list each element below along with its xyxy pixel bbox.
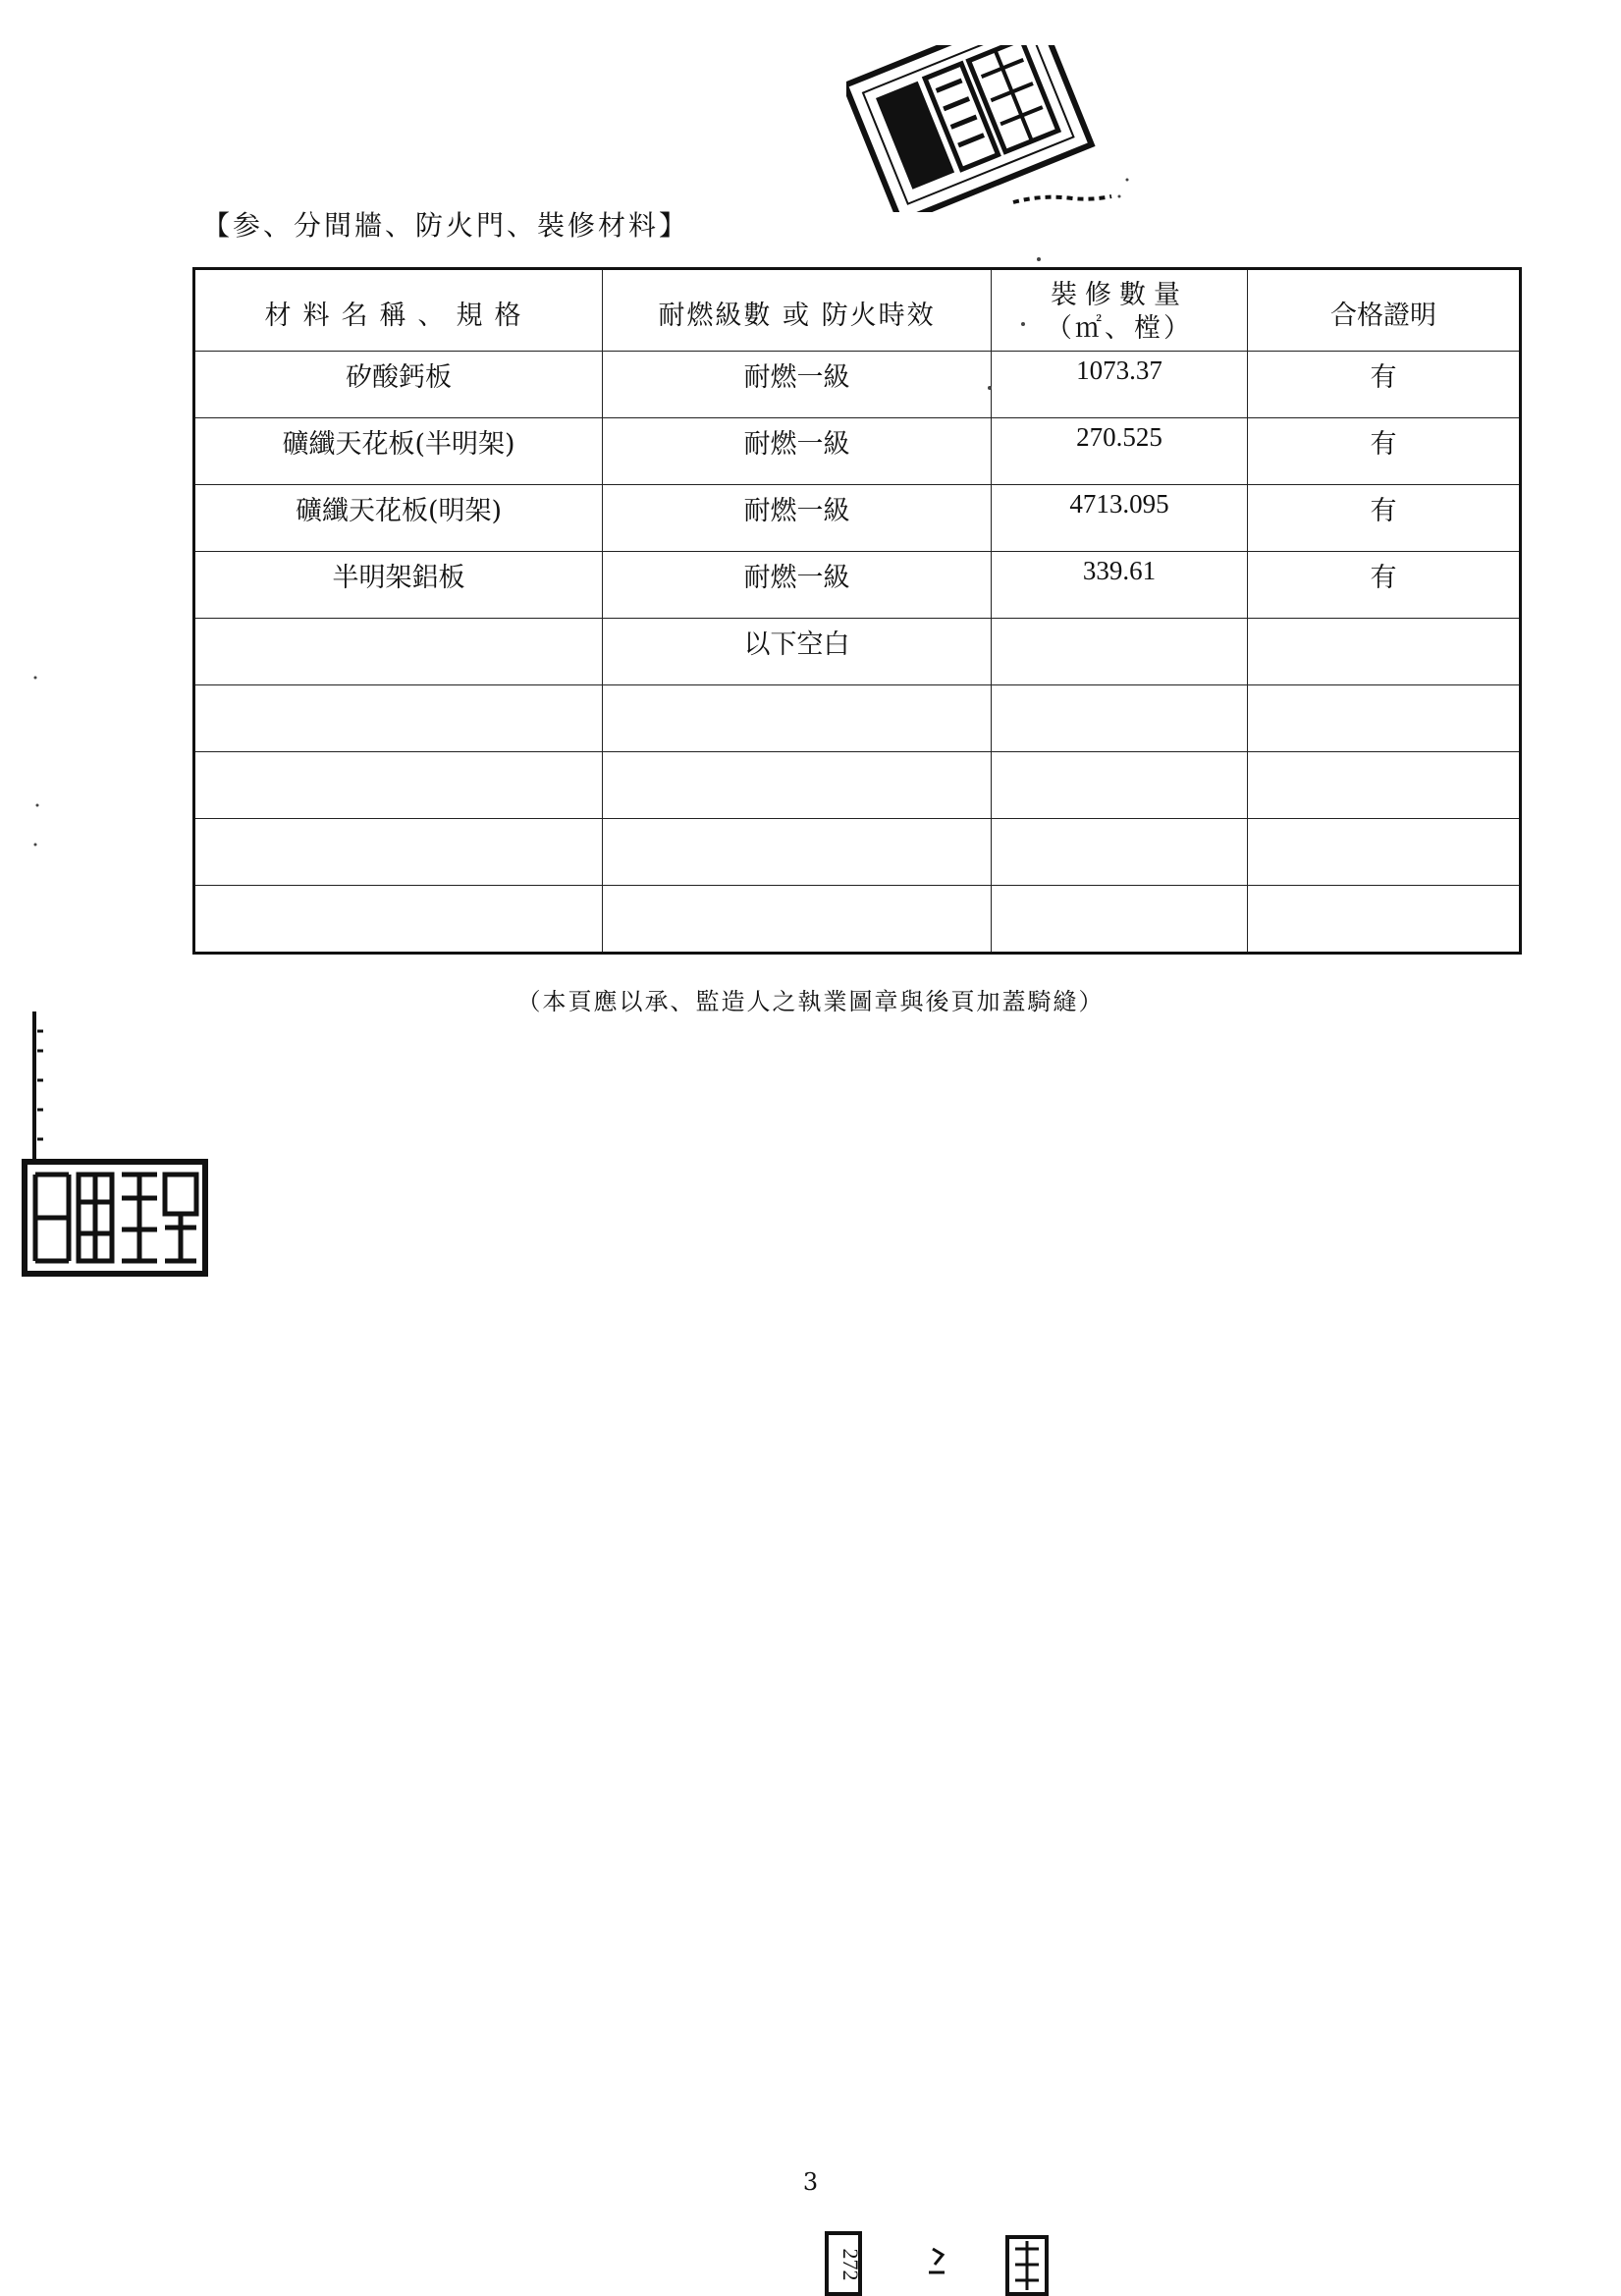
- cell-quantity: [992, 886, 1248, 954]
- cell-certificate: [1248, 819, 1521, 886]
- cell-fire-rating: 耐燃一級: [603, 485, 992, 552]
- header-certificate: 合格證明: [1248, 269, 1521, 352]
- bottom-seal-marks: [825, 2229, 1080, 2296]
- materials-table: [192, 267, 1522, 955]
- cell-certificate: [1248, 685, 1521, 752]
- cell-certificate: [1248, 886, 1521, 954]
- seal-instruction-note: （本頁應以承、監造人之執業圖章與後頁加蓋騎縫）: [516, 988, 1105, 1015]
- table-row: [194, 819, 1521, 886]
- cell-material-name: [194, 685, 603, 752]
- cell-material-name: [194, 619, 603, 685]
- cell-fire-rating: 耐燃一級: [603, 552, 992, 619]
- cell-quantity: 270.525: [992, 418, 1248, 485]
- table-row: [194, 685, 1521, 752]
- header-fire-rating: 耐燃級數 或 防火時效: [603, 269, 992, 352]
- cell-certificate: 有: [1248, 418, 1521, 485]
- header-quantity-unit: （㎡、樘）: [1046, 313, 1193, 344]
- cell-quantity: [992, 619, 1248, 685]
- table-row: [194, 352, 1521, 418]
- edge-seal-mark: [31, 1011, 45, 1159]
- cell-fire-rating: 耐燃一級: [603, 352, 992, 418]
- cell-fire-rating: [603, 752, 992, 819]
- cell-material-name: 半明架鋁板: [194, 552, 603, 619]
- cell-fire-rating: [603, 819, 992, 886]
- cell-material-name: 矽酸鈣板: [194, 352, 603, 418]
- header-quantity-title: 裝修數量: [1051, 280, 1188, 310]
- bottom-stamp-number: 272: [838, 2248, 863, 2281]
- cell-fire-rating: 以下空白: [603, 619, 992, 685]
- cell-quantity: [992, 819, 1248, 886]
- page-number: 3: [802, 2168, 819, 2196]
- header-quantity: [992, 269, 1248, 352]
- table-row: [194, 552, 1521, 619]
- cell-certificate: 有: [1248, 485, 1521, 552]
- cell-material-name: 礦纖天花板(半明架): [194, 418, 603, 485]
- cell-certificate: [1248, 752, 1521, 819]
- cell-quantity: 1073.37: [992, 352, 1248, 418]
- table-row: [194, 485, 1521, 552]
- cell-material-name: [194, 886, 603, 954]
- table-header-row: [194, 269, 1521, 352]
- cell-certificate: 有: [1248, 552, 1521, 619]
- cell-certificate: 有: [1248, 352, 1521, 418]
- cell-quantity: 339.61: [992, 552, 1248, 619]
- seal-stamp-top: [846, 45, 1141, 212]
- cell-quantity: [992, 752, 1248, 819]
- cell-certificate: [1248, 619, 1521, 685]
- seal-stamp-left: [22, 1159, 208, 1277]
- cell-material-name: 礦纖天花板(明架): [194, 485, 603, 552]
- table-row: [194, 418, 1521, 485]
- cell-fire-rating: 耐燃一級: [603, 418, 992, 485]
- table-row: [194, 619, 1521, 685]
- cell-material-name: [194, 819, 603, 886]
- cell-fire-rating: [603, 685, 992, 752]
- header-material-name: 材料名稱、規格: [194, 269, 603, 352]
- table-row: [194, 886, 1521, 954]
- cell-material-name: [194, 752, 603, 819]
- cell-fire-rating: [603, 886, 992, 954]
- table-row: [194, 752, 1521, 819]
- section-title: 【参、分間牆、防火門、裝修材料】: [202, 209, 690, 242]
- cell-quantity: 4713.095: [992, 485, 1248, 552]
- cell-quantity: [992, 685, 1248, 752]
